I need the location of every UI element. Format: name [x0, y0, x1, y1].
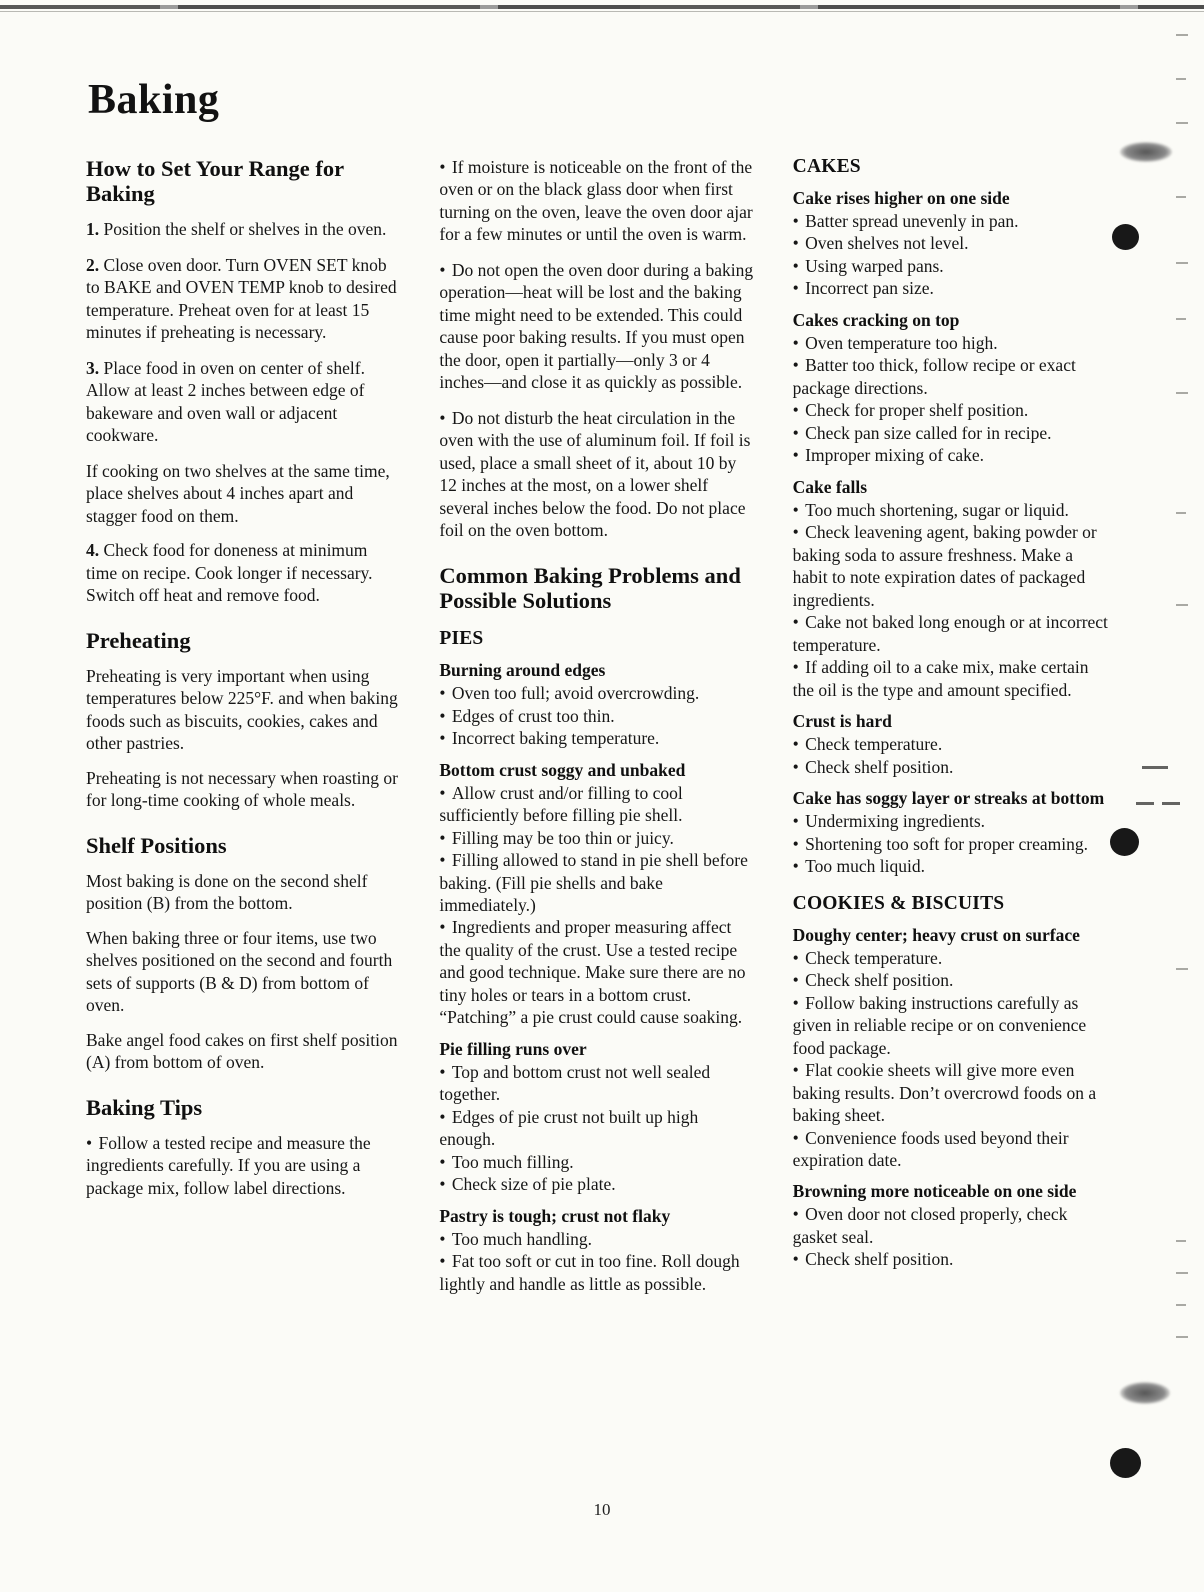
bullet-item: • Filling allowed to stand in pie shell before baking. (Fill pie shells and bake immediately.) — [439, 850, 748, 915]
problem-heading: Browning more noticeable on one side — [792, 1181, 1077, 1202]
bullet-item: • Too much handling. — [439, 1228, 593, 1249]
bullet-item: • Fat too soft or cut in too fine. Roll dough lightly and handle as little as possible. — [439, 1251, 740, 1294]
bullet-item: • Incorrect baking temperature. — [439, 728, 660, 749]
numbered-step: 4. Check food for doneness at minimum time on recipe. Cook longer if necessary. Switch off heat and remove food. — [86, 540, 373, 606]
bullet-icon: • — [439, 1106, 452, 1127]
bullet-icon: • — [792, 856, 806, 877]
scan-dot-artifact — [1110, 828, 1139, 856]
paragraph: If cooking on two shelves at the same time, place shelves about 4 inches apart and stagger food on them. — [86, 460, 390, 526]
bullet-icon: • — [792, 255, 806, 276]
scan-tick-artifact — [1176, 34, 1188, 36]
bullet-icon: • — [439, 850, 452, 871]
scan-tick-artifact — [1176, 392, 1188, 394]
bullet-icon: • — [792, 811, 806, 832]
numbered-step: 1. Position the shelf or shelves in the oven. — [86, 219, 387, 240]
step-number: 1. — [86, 219, 104, 240]
bullet-icon: • — [792, 833, 806, 854]
section-heading: Preheating — [86, 627, 191, 653]
problem-heading: Burning around edges — [439, 660, 606, 681]
scan-tick-artifact — [1176, 1272, 1188, 1274]
bullet-icon: • — [439, 827, 452, 848]
problem-heading: Pastry is tough; crust not flaky — [439, 1205, 671, 1226]
paragraph: Preheating is very important when using temperatures below 225°F. and when baking foods such as biscuits, cookies, cakes and other pastries. — [86, 665, 398, 754]
bullet-icon: • — [439, 157, 452, 177]
bullet-icon: • — [439, 683, 452, 704]
bullet-item: • Convenience foods used beyond their expiration date. — [792, 1127, 1069, 1170]
bullet-icon: • — [86, 1132, 99, 1153]
bullet-item: • Ingredients and proper measuring affect the quality of the crust. Use a tested recipe and good technique. Make sure there are no tiny holes or tears in a bottom crust. “Patching” a pie crust could cause soaking. — [439, 917, 746, 1028]
paragraph: Preheating is not necessary when roasting or for long-time cooking of whole meals. — [86, 767, 399, 811]
step-number: 4. — [86, 540, 104, 561]
bullet-icon: • — [439, 705, 452, 726]
bullet-icon: • — [792, 233, 806, 254]
scan-dot-artifact — [1112, 224, 1139, 250]
problem-heading: Cakes cracking on top — [792, 309, 960, 330]
bullet-item: • Oven door not closed properly, check gasket seal. — [792, 1204, 1068, 1247]
scan-tick-artifact — [1176, 968, 1188, 970]
bullet-item: • If adding oil to a cake mix, make certain the oil is the type and amount specified. — [792, 657, 1089, 700]
scan-tick-artifact — [1176, 1240, 1186, 1242]
bullet-item: • If moisture is noticeable on the front of the oven or on the black glass door when first turning on the oven, leave the oven door ajar for a few minutes or until the oven is warm. — [439, 157, 753, 245]
bullet-item: • Cake not baked long enough or at incorrect temperature. — [792, 612, 1108, 655]
bullet-icon: • — [792, 970, 806, 991]
bullet-item: • Filling may be too thin or juicy. — [439, 827, 674, 848]
bullet-icon: • — [792, 522, 806, 543]
bullet-item: • Using warped pans. — [792, 255, 944, 276]
bullet-icon: • — [439, 782, 452, 803]
text-column-1 — [86, 156, 401, 1295]
bullet-icon: • — [792, 332, 806, 353]
columns — [86, 156, 1108, 1295]
bullet-icon: • — [439, 917, 452, 938]
section-heading: Baking Tips — [86, 1094, 203, 1120]
bullet-icon: • — [792, 422, 806, 443]
bullet-icon: • — [439, 1061, 452, 1082]
section-heading: How to Set Your Range for Baking — [86, 156, 344, 207]
text-column-3 — [793, 156, 1108, 1295]
scan-tick-artifact — [1176, 262, 1188, 264]
bullet-icon: • — [439, 1174, 452, 1195]
section-heading: Common Baking Problems and Possible Solutions — [439, 562, 741, 613]
scan-edge-artifact — [0, 5, 1204, 9]
bullet-icon: • — [792, 355, 806, 376]
bullet-item: • Too much filling. — [439, 1151, 574, 1172]
bullet-item: • Follow a tested recipe and measure the ingredients carefully. If you are using a package mix, follow label directions. — [86, 1132, 371, 1198]
bullet-item: • Do not open the oven door during a baking operation—heat will be lost and the baking time might need to be extended. This could cause poor baking results. If you must open the door, open it partially—only 3 or 4 inches—and close it as quickly as possible. — [439, 259, 754, 393]
bullet-icon: • — [792, 756, 806, 777]
bullet-icon: • — [439, 1251, 452, 1272]
bullet-icon: • — [792, 734, 806, 755]
page-number: 10 — [593, 1500, 611, 1519]
bullet-item: • Check shelf position. — [792, 970, 954, 991]
section-heading: Shelf Positions — [86, 832, 227, 858]
bullet-item: • Check leavening agent, baking powder or baking soda to assure freshness. Make a habit to note expiration dates of packaged ingredients. — [792, 522, 1097, 610]
bullet-item: • Flat cookie sheets will give more even baking results. Don’t overcrowd foods on a baking sheet. — [792, 1060, 1097, 1126]
step-number: 2. — [86, 254, 104, 275]
bullet-item: • Check pan size called for in recipe. — [792, 422, 1052, 443]
problem-heading: Pie filling runs over — [439, 1038, 587, 1059]
bullet-item: • Oven shelves not level. — [792, 233, 969, 254]
bullet-icon: • — [792, 1060, 806, 1081]
bullet-item: • Improper mixing of cake. — [792, 445, 984, 466]
scan-dash-artifact — [1162, 802, 1180, 805]
bullet-icon: • — [792, 612, 806, 633]
scan-tick-artifact — [1176, 512, 1186, 514]
bullet-item: • Edges of pie crust not built up high enough. — [439, 1106, 699, 1150]
paragraph: When baking three or four items, use two shelves positioned on the second and fourth sets of supports (B & D) from bottom of oven. — [86, 927, 393, 1016]
category-heading: PIES — [439, 628, 484, 650]
bullet-icon: • — [439, 1151, 452, 1172]
bullet-item: • Shortening too soft for proper creaming. — [792, 833, 1089, 854]
bullet-icon: • — [792, 278, 806, 299]
bullet-icon: • — [792, 992, 806, 1013]
bullet-item: • Batter spread unevenly in pan. — [792, 211, 1019, 231]
scan-tick-artifact — [1176, 78, 1186, 80]
bullet-icon: • — [792, 400, 806, 421]
bullet-icon: • — [439, 407, 452, 428]
bullet-icon: • — [792, 1127, 806, 1148]
bullet-icon: • — [792, 1204, 806, 1225]
problem-heading: Bottom crust soggy and unbaked — [439, 759, 686, 780]
bullet-item: • Check shelf position. — [792, 1249, 954, 1270]
bullet-item: • Oven too full; avoid overcrowding. — [439, 683, 700, 704]
problem-heading: Crust is hard — [792, 711, 892, 732]
bullet-item: • Check shelf position. — [792, 756, 954, 777]
text-column-2 — [439, 156, 754, 1295]
problem-heading: Doughy center; heavy crust on surface — [792, 924, 1080, 945]
scan-edge-artifact — [0, 11, 1204, 12]
bullet-item: • Allow crust and/or filling to cool sufficiently before filling pie shell. — [439, 782, 683, 826]
numbered-step: 2. Close oven door. Turn OVEN SET knob to BAKE and OVEN TEMP knob to desired temperature. Preheat oven for at least 15 minutes if preheating is necessary. — [86, 254, 397, 343]
bullet-icon: • — [439, 728, 452, 749]
scan-tick-artifact — [1176, 1304, 1186, 1306]
bullet-item: • Check for proper shelf position. — [792, 400, 1029, 421]
scan-dot-artifact — [1110, 1448, 1141, 1478]
scan-dash-artifact — [1136, 802, 1154, 805]
bullet-icon: • — [792, 657, 806, 678]
bullet-item: • Check size of pie plate. — [439, 1174, 616, 1195]
bullet-icon: • — [792, 445, 806, 466]
problem-heading: Cake rises higher on one side — [792, 188, 1010, 208]
bullet-item: • Undermixing ingredients. — [792, 811, 985, 832]
bullet-item: • Too much shortening, sugar or liquid. — [792, 499, 1069, 520]
bullet-item: • Check temperature. — [792, 947, 943, 968]
scan-tick-artifact — [1176, 1336, 1188, 1338]
numbered-step: 3. Place food in oven on center of shelf. Allow at least 2 inches between edge of bakeware and oven wall or adjacent cookware. — [86, 357, 365, 446]
bullet-icon: • — [792, 947, 806, 968]
page-title: Baking — [88, 77, 220, 123]
bullet-item: • Check temperature. — [792, 734, 943, 755]
paragraph: Most baking is done on the second shelf position (B) from the bottom. — [86, 870, 368, 914]
bullet-item: • Follow baking instructions carefully as given in reliable recipe or on convenience food package. — [792, 992, 1087, 1058]
bullet-item: • Edges of crust too thin. — [439, 705, 615, 726]
bullet-item: • Incorrect pan size. — [792, 278, 934, 299]
bullet-icon: • — [792, 499, 806, 520]
problem-heading: Cake falls — [792, 476, 868, 497]
bullet-item: • Do not disturb the heat circulation in the oven with the use of aluminum foil. If foil is used, place a small sheet of it, about 10 by 12 inches at the most, on a lower shelf several inches below the food. Do not place foil on the oven bottom. — [439, 407, 751, 541]
bullet-item: • Batter too thick, follow recipe or exact package directions. — [792, 355, 1076, 398]
bullet-icon: • — [439, 1228, 452, 1249]
bullet-icon: • — [439, 259, 452, 280]
problem-heading: Cake has soggy layer or streaks at bottom — [792, 788, 1105, 809]
category-heading: CAKES — [792, 156, 861, 177]
bullet-item: • Too much liquid. — [792, 856, 925, 877]
scan-tick-artifact — [1176, 318, 1186, 320]
scan-tick-artifact — [1176, 604, 1188, 606]
scan-dash-artifact — [1142, 766, 1168, 769]
bullet-icon: • — [792, 1249, 806, 1270]
paragraph: Bake angel food cakes on first shelf position (A) from bottom of oven. — [86, 1029, 398, 1073]
scan-tick-artifact — [1176, 196, 1186, 198]
category-heading: COOKIES & BISCUITS — [792, 892, 1005, 914]
scan-smudge-artifact — [1120, 142, 1172, 162]
scan-tick-artifact — [1176, 122, 1188, 124]
bullet-icon: • — [792, 211, 806, 231]
step-number: 3. — [86, 357, 104, 378]
scan-smudge-artifact — [1120, 1382, 1170, 1404]
bullet-item: • Oven temperature too high. — [792, 332, 998, 353]
bullet-item: • Top and bottom crust not well sealed together. — [439, 1061, 711, 1105]
